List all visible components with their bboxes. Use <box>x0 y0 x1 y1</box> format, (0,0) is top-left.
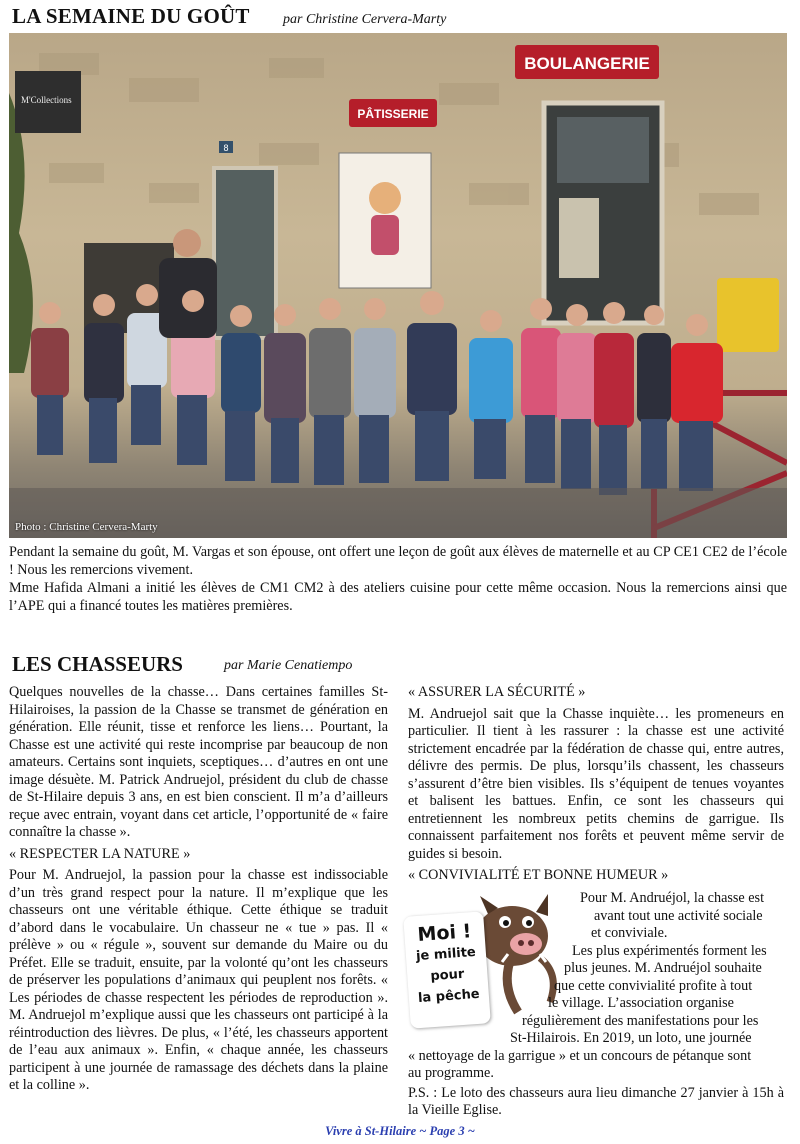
door-number: 8 <box>223 143 229 153</box>
convivialite-line: « nettoyage de la garrigue » et un concours de pétanque sont <box>408 1047 752 1064</box>
convivialite-line: St-Hilairois. En 2019, un loto, une journée <box>510 1030 752 1046</box>
convivialite-line: plus jeunes. M. Andruéjol souhaite <box>564 960 762 976</box>
section-respecter-title: « RESPECTER LA NATURE » <box>9 845 191 862</box>
boulangerie-sign-text: BOULANGERIE <box>524 54 650 73</box>
milite-sign-line1: Moi ! <box>416 920 472 946</box>
article1-title: LA SEMAINE DU GOÛT <box>12 4 250 28</box>
collections-sign-text: M'Collections <box>21 95 72 105</box>
article2-left-column <box>9 684 388 1099</box>
section-securite-title: « ASSURER LA SÉCURITÉ » <box>408 684 586 700</box>
convivialite-line: et conviviale. <box>591 925 668 941</box>
convivialite-line: Les plus expérimentés forment les <box>572 942 767 959</box>
article2-byline: par Marie Cenatiempo <box>224 658 353 673</box>
section-convivialite-text <box>408 890 784 1120</box>
convivialite-line: Pour M. Andruéjol, la chasse est <box>580 890 765 906</box>
patisserie-sign-text: PÂTISSERIE <box>357 107 429 121</box>
convivialite-line: le village. L’association organise <box>548 995 734 1011</box>
section-convivialite-title: « CONVIVIALITÉ ET BONNE HUMEUR » <box>408 867 669 883</box>
milite-sign-line4: la pêche <box>417 986 481 1007</box>
page-footer: Vivre à St-Hilaire ~ Page 3 ~ <box>325 1124 475 1138</box>
photo-scene-illustration <box>9 33 787 538</box>
photo-caption: Photo : Christine Cervera-Marty <box>15 521 158 533</box>
article2-title: LES CHASSEURS <box>12 652 183 676</box>
article1-paragraph-1: Pendant la semaine du goût, M. Vargas et son épouse, ont offert une leçon de goût aux élèves de maternelle et au CP CE1 CE2 de l’école ! Nous les remercions vivement. <box>9 544 787 578</box>
milite-sign-line3: pour <box>429 966 465 985</box>
convivialite-line: que cette convivialité profite à tout <box>554 977 753 994</box>
section-securite-text: M. Andruejol sait que la Chasse inquiète… les promeneurs en particulier. Il tient à les rassurer : la chasse est une activité strictement encadrée par la fédération de chasse qui, entre autres, délivre des permis. De plus, lorsqu’ils chassent, les chasseurs s’assurent d’être bien visibles. Ils s’équipent de tenues voyantes et balisent les battues. Enfin, ce sont les chasseurs qui entretiennent les nombreux petits chemins de garrigue. Ils connaissent parfaitement nos forêts et peuvent même servir de guides si besoin. <box>408 705 784 862</box>
article2-ps: P.S. : Le loto des chasseurs aura lieu dimanche 27 janvier à 15h à la Vieille Eglise. <box>408 1084 784 1118</box>
article1-byline: par Christine Cervera-Marty <box>283 12 447 27</box>
milite-sign-line2: je milite <box>415 944 477 965</box>
article2-intro: Quelques nouvelles de la chasse… Dans certaines familles St-Hilairoises, la passion de la Chasse se transmet de génération en génération. Elle réunit, tisse et renforce les liens… Pourtant, la Chasse est une activité qui reste incomprise par beaucoup de non amateurs. Certains sont inquiets, sceptiques… d’autres en ont une image désuète. M. Patrick Andruejol, président du club de chasse de St-Hilaire depuis 3 ans, en est bien conscient. Il m’a d’ailleurs reçue avec entrain, voyant dans cet article, l’opportunité de « faire connaître la chasse ». <box>9 684 388 840</box>
convivialite-line: régulièrement des manifestations pour les <box>522 1012 759 1029</box>
convivialite-line: avant tout une activité sociale <box>594 907 763 924</box>
group-photo <box>9 33 787 538</box>
section-respecter-text: Pour M. Andruejol, la passion pour la chasse est indissociable d’un très grand respect pour la nature. Il m’explique que les chasseurs ont une véritable éthique. Cette éthique se traduit d’abord dans le vocabulaire. Un chasseur ne « tue » pas. Il « prélève » ou « régule », souvent sur demande du Maire ou du Préfet. Elle se traduit, ensuite, par la volonté qu’ont les chasseurs de préserver les populations d’animaux qui peuplent nos forêts. « Les périodes de chasse respectent les périodes de reproduction ». M. Andruejol m’explique aussi que les chasseurs ont participé à la réintroduction des lièvres. De plus, « l’été, les chasseurs apportent de l’eau aux animaux ». Enfin, « chaque année, les chasseurs participent à une journée de ramassage des déchets dans la plaine et la colline ». <box>9 867 388 1093</box>
convivialite-line: au programme. <box>408 1065 494 1081</box>
article1-paragraph-2: Mme Hafida Almani a initié les élèves de CM1 CM2 à des ateliers cuisine pour cette même occasion. Nous la remercions ainsi que l’APE qui a financé toutes les matières premières. <box>9 580 787 614</box>
article2-right-column <box>408 684 784 889</box>
